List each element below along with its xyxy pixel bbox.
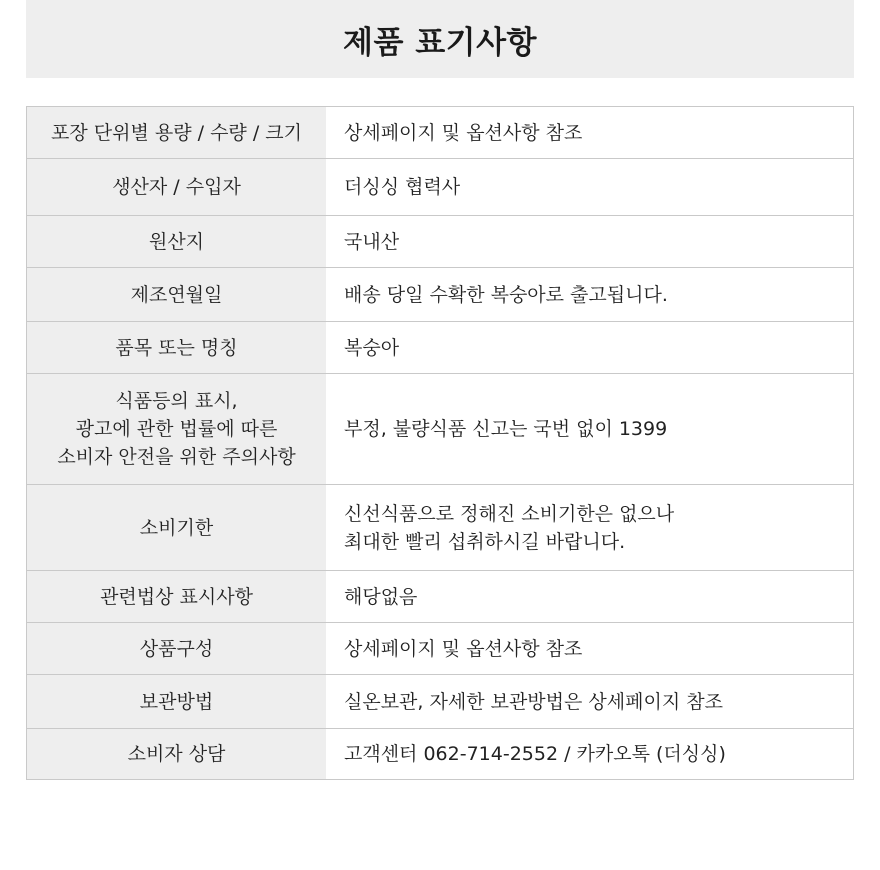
row-value: 배송 당일 수확한 복숭아로 출고됩니다. xyxy=(326,268,854,322)
row-value: 복숭아 xyxy=(326,322,854,374)
table-row xyxy=(27,623,854,675)
table-row xyxy=(27,268,854,322)
table-row xyxy=(27,374,854,485)
row-value: 부정, 불량식품 신고는 국번 없이 1399 xyxy=(326,374,854,485)
row-value: 상세페이지 및 옵션사항 참조 xyxy=(326,107,854,159)
row-label: 생산자 / 수입자 xyxy=(27,159,327,216)
table-row xyxy=(27,107,854,159)
row-label: 식품등의 표시, 광고에 관한 법률에 따른 소비자 안전을 위한 주의사항 xyxy=(27,374,327,485)
row-value: 더싱싱 협력사 xyxy=(326,159,854,216)
row-label: 관련법상 표시사항 xyxy=(27,571,327,623)
table-row xyxy=(27,216,854,268)
table-row xyxy=(27,485,854,571)
title-banner xyxy=(26,0,854,78)
page-title: 제품 표기사항 xyxy=(343,24,537,61)
row-value: 신선식품으로 정해진 소비기한은 없으나 최대한 빨리 섭취하시길 바랍니다. xyxy=(326,485,854,571)
row-label: 소비자 상담 xyxy=(27,729,327,780)
row-label: 품목 또는 명칭 xyxy=(27,322,327,374)
table-row xyxy=(27,571,854,623)
row-label: 소비기한 xyxy=(27,485,327,571)
row-value: 해당없음 xyxy=(326,571,854,623)
table-row xyxy=(27,729,854,780)
row-label: 상품구성 xyxy=(27,623,327,675)
row-label: 보관방법 xyxy=(27,675,327,729)
row-label: 원산지 xyxy=(27,216,327,268)
row-label: 제조연월일 xyxy=(27,268,327,322)
product-info-table xyxy=(26,106,854,780)
table-row xyxy=(27,675,854,729)
table-row xyxy=(27,159,854,216)
row-value: 국내산 xyxy=(326,216,854,268)
table-row xyxy=(27,322,854,374)
row-value: 고객센터 062-714-2552 / 카카오톡 (더싱싱) xyxy=(326,729,854,780)
row-value: 상세페이지 및 옵션사항 참조 xyxy=(326,623,854,675)
row-label: 포장 단위별 용량 / 수량 / 크기 xyxy=(27,107,327,159)
row-value: 실온보관, 자세한 보관방법은 상세페이지 참조 xyxy=(326,675,854,729)
